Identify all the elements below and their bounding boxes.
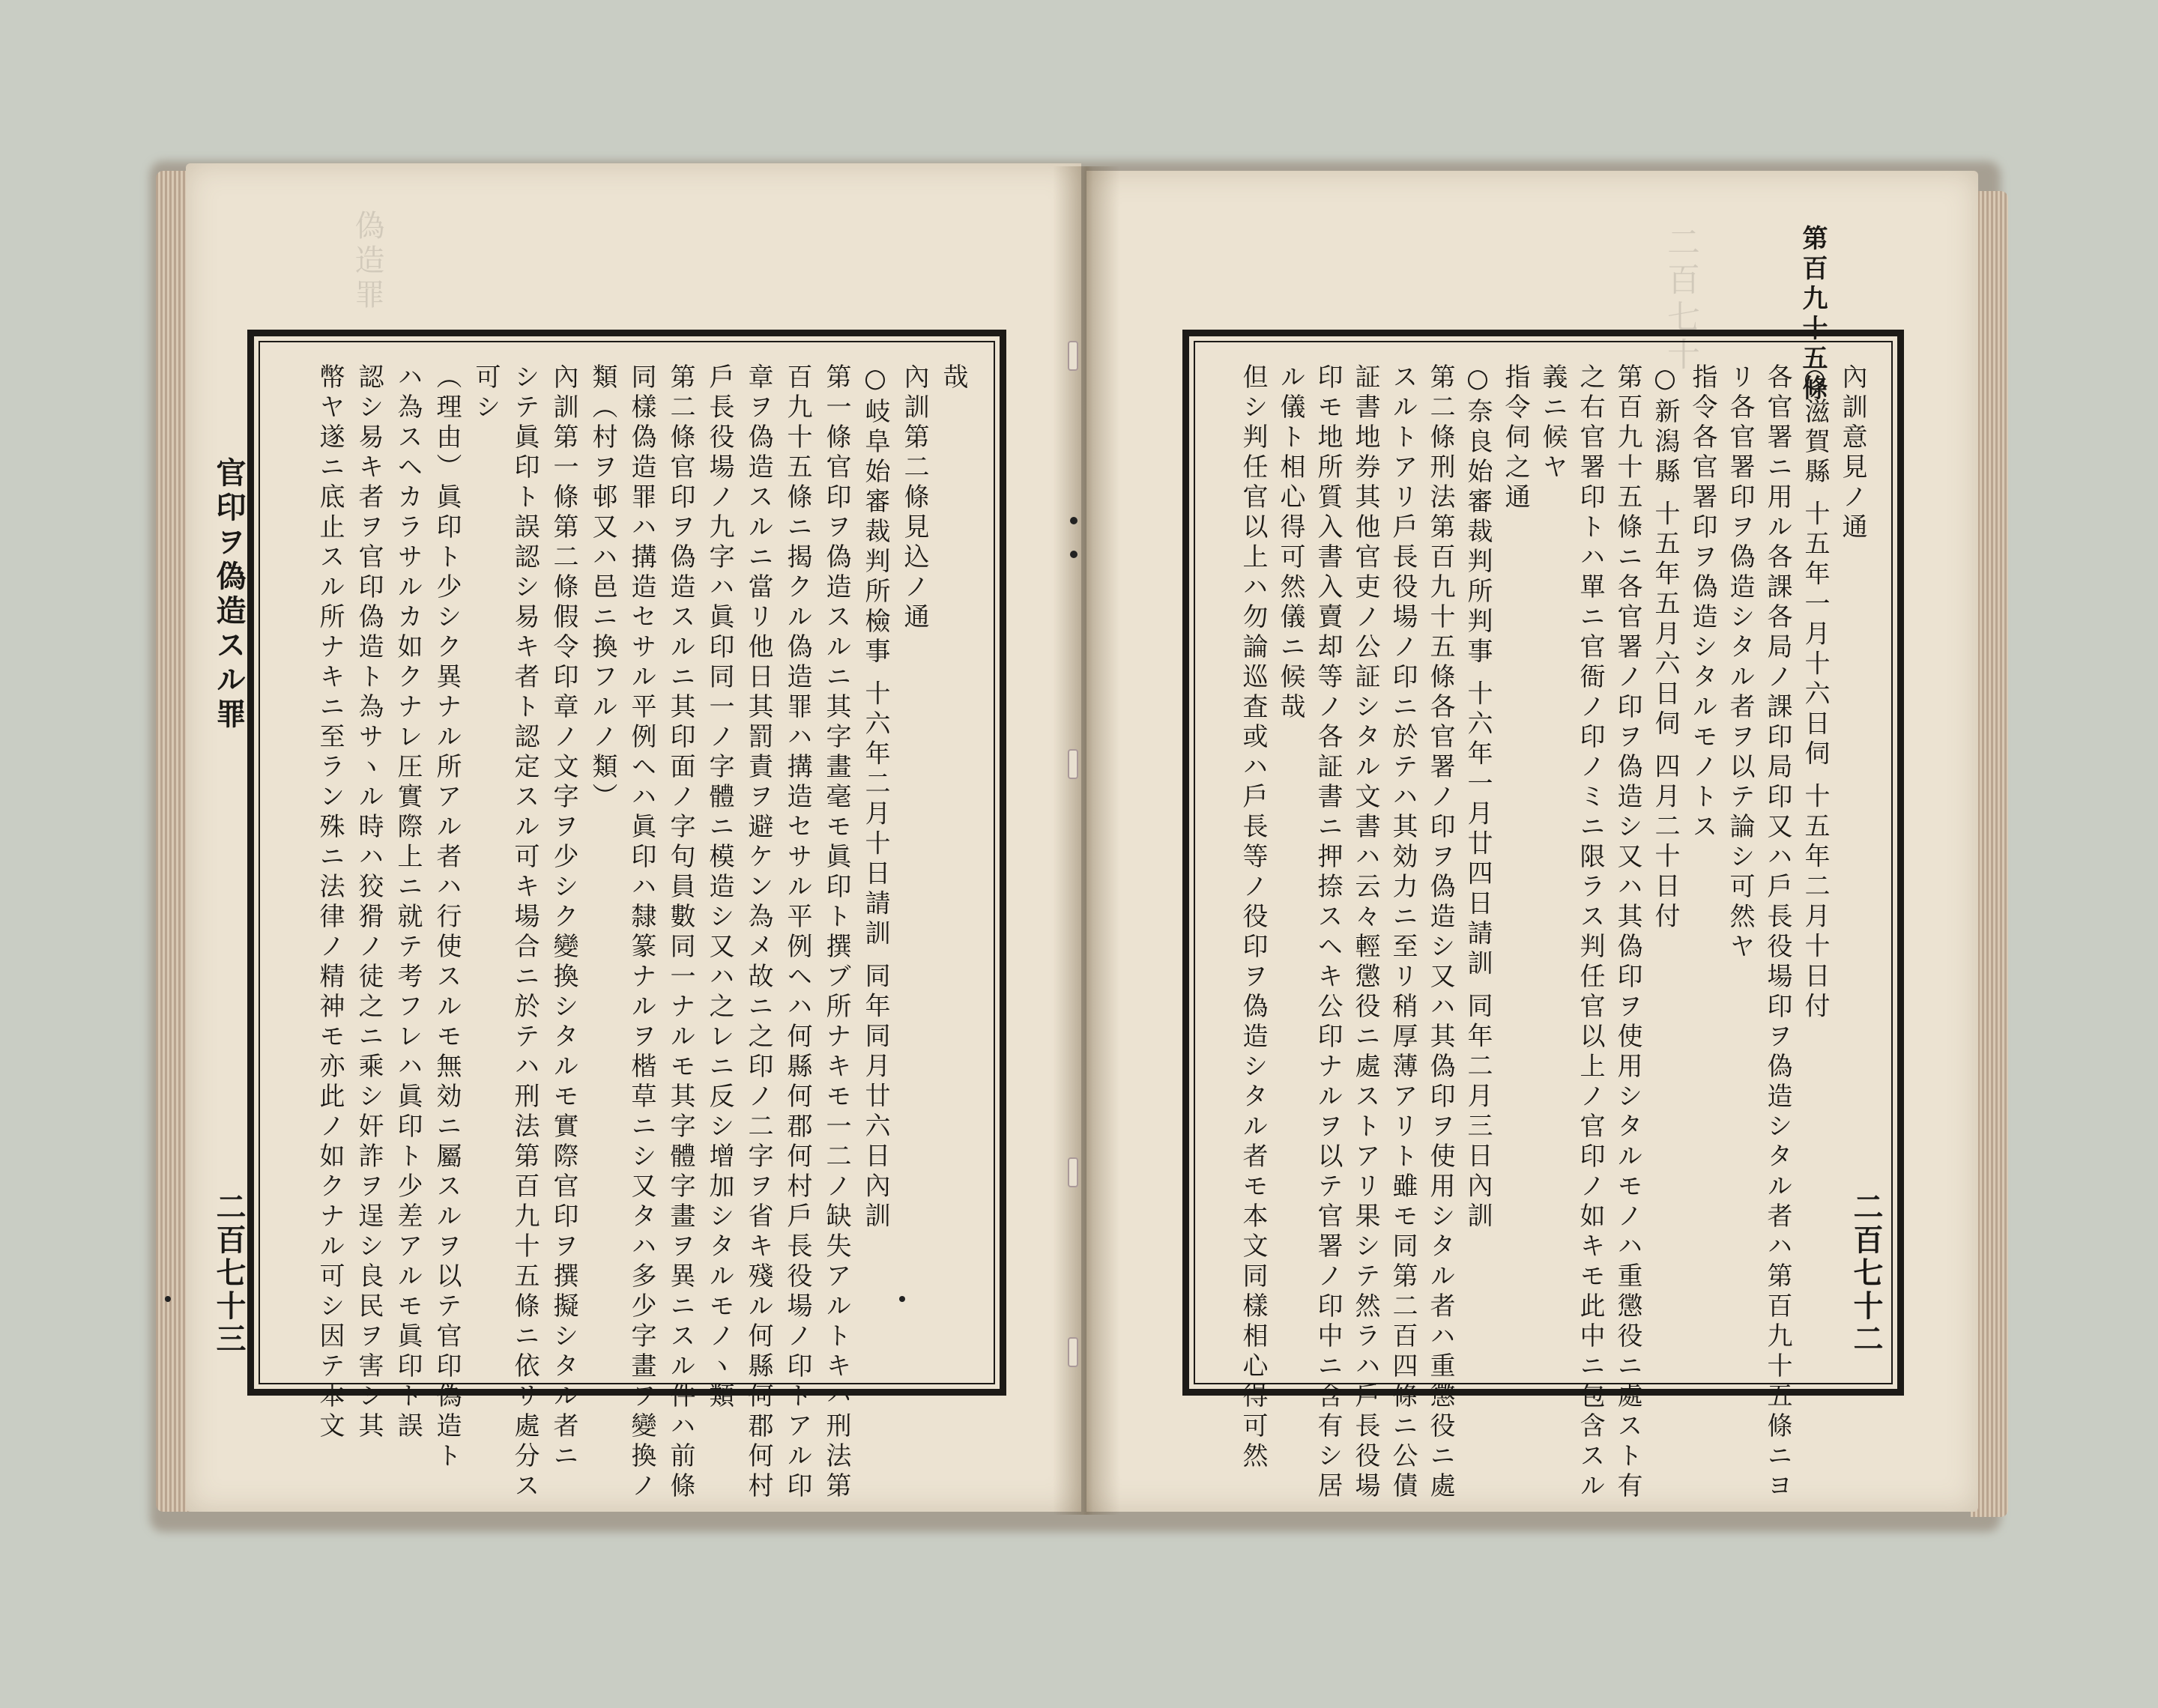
text-column: 指令各官署印ヲ偽造シタルモノトス bbox=[1687, 363, 1717, 843]
show-through-text: 二百七十 bbox=[1661, 225, 1699, 375]
text-column: 各官署ニ用ル各課各局ノ課印局印又ハ戶長役場印ヲ偽造シタル者ハ第百九十五條ニヨ bbox=[1762, 363, 1792, 1502]
text-column: シテ眞印ト誤認シ易キ者ト認定スル可キ場合ニ於テハ刑法第百九十五條ニ依リ處分ス bbox=[510, 363, 540, 1502]
text-column: 証書地券其他官吏ノ公証シタル文書ハ云々輕懲役ニ處ストアリ果シテ然ラハ戶長役場 bbox=[1350, 363, 1380, 1502]
text-column: （理由）眞印ト少シク異ナル所アル者ハ行使スルモ無効ニ屬スルヲ以テ官印偽造ト bbox=[432, 363, 462, 1472]
binding-stitch bbox=[1068, 1157, 1078, 1187]
text-column: 義ニ候ヤ bbox=[1538, 363, 1568, 483]
text-column: 幣ヤ遂ニ底止スル所ナキニ至ラン殊ニ法律ノ精神モ亦此ノ如クナル可シ因テ本文 bbox=[315, 363, 345, 1442]
ink-dot bbox=[165, 1296, 171, 1302]
text-column: 指令伺之通 bbox=[1500, 363, 1530, 513]
text-column: ○滋賀縣 十五年一月十六日伺 十五年二月十日付 bbox=[1800, 363, 1830, 1023]
binding-stitch bbox=[1068, 1337, 1078, 1367]
text-column: ○奈良始審裁判所判事 十六年一月廿四日請訓 同年二月三日內訓 bbox=[1463, 363, 1493, 1232]
text-column: ハ為スヘカラサルカ如クナレ圧實際上ニ就テ考フレハ眞印ト少差アルモ眞印ト誤 bbox=[393, 363, 423, 1442]
text-column: ル儀ト相心得可然儀ニ候哉 bbox=[1275, 363, 1305, 723]
text-column: 但シ判任官以上ハ勿論巡査或ハ戶長等ノ役印ヲ偽造シタル者モ本文同樣相心得可然 bbox=[1238, 363, 1268, 1472]
text-column: 第二條刑法第百九十五條各官署ノ印ヲ偽造シ又ハ其偽印ヲ使用シタル者ハ重懲役ニ處 bbox=[1425, 363, 1455, 1502]
text-column: 第二條官印ヲ偽造スルニ其印面ノ字句員數同一ナルモ其字體字畫ヲ異ニスル件ハ前條 bbox=[665, 363, 695, 1502]
text-column: 章ヲ偽造スルニ當リ他日其罰責ヲ避ケン為メ故ニ之印ノ二字ヲ省キ殘ル何縣何郡何村 bbox=[743, 363, 773, 1502]
binding-hole bbox=[1070, 517, 1078, 524]
text-column: 戶長役場ノ九字ハ眞印同一ノ字體ニ模造シ又ハ之レニ反シ增加シタルモノヽ類 bbox=[704, 363, 734, 1412]
text-column: 百九十五條ニ揭クル偽造罪ハ搆造セサル平例ヘハ何縣何郡何村戶長役場ノ印トアル印 bbox=[782, 363, 812, 1502]
binding-hole bbox=[1070, 551, 1078, 558]
text-column: 第一條官印ヲ偽造スルニ其字畫毫モ眞印ト撰ブ所ナキモ一二ノ缺失アルトキハ刑法第 bbox=[821, 363, 851, 1502]
text-column: 第百九十五條ニ各官署ノ印ヲ偽造シ又ハ其偽印ヲ使用シタルモノハ重懲役ニ處スト有 bbox=[1613, 363, 1642, 1502]
text-column: ○岐阜始審裁判所檢事 十六年二月十日請訓 同年同月廿六日內訓 bbox=[860, 363, 890, 1232]
right-page-number: 二百七十二 bbox=[1849, 1191, 1884, 1356]
text-column: 內訓意見ノ通 bbox=[1837, 363, 1867, 543]
text-column: 認シ易キ者ヲ官印偽造ト為サヽル時ハ狡猾ノ徒之ニ乘シ奸詐ヲ逞シ良民ヲ害シ其 bbox=[354, 363, 384, 1442]
binding-stitch bbox=[1068, 341, 1078, 371]
show-through-text: 偽造罪 bbox=[350, 210, 384, 313]
text-column: 同樣偽造罪ハ搆造セサル平例ヘハ眞印ハ隸篆ナルヲ楷草ニシ又タハ多少字畫ヲ變換ノ bbox=[626, 363, 656, 1502]
text-column: 可シ bbox=[471, 363, 501, 423]
book-gutter bbox=[1053, 166, 1120, 1515]
text-column: 之右官署印トハ單ニ官衙ノ印ノミニ限ラス判任官以上ノ官印ノ如キモ此中ニ包含スル bbox=[1575, 363, 1605, 1502]
page-edges-left bbox=[156, 171, 190, 1512]
text-column: 內訓第二條見込ノ通 bbox=[899, 363, 929, 633]
text-column: ○新潟縣 十五年五月六日伺 四月二十日付 bbox=[1650, 363, 1680, 933]
binding-stitch bbox=[1068, 749, 1078, 779]
text-column: リ各官署印ヲ偽造シタル者ヲ以テ論シ可然ヤ bbox=[1725, 363, 1755, 963]
text-column: 印モ地所質入書入賣却等ノ各証書ニ押捺スヘキ公印ナルヲ以テ官署ノ印中ニ含有シ居 bbox=[1313, 363, 1343, 1502]
text-column: 類（村ヲ邨又ハ邑ニ換フルノ類） bbox=[587, 363, 617, 813]
text-column: 哉 bbox=[938, 363, 968, 393]
text-column: スルトアリ戶長役場ノ印ニ於テハ其効力ニ至リ稍厚薄アリト雖モ同第二百四條ニ公債 bbox=[1388, 363, 1418, 1502]
left-page-number: 二百七十三 bbox=[211, 1191, 247, 1356]
text-column: 內訓第一條第二條假令印章ノ文字ヲ少シク變換シタルモ實際官印ヲ撰擬シタル者ニ bbox=[548, 363, 578, 1472]
left-page-header: 官印ヲ偽造スル罪 bbox=[211, 457, 247, 733]
right-page-header: 第百九十五條 bbox=[1798, 225, 1828, 405]
